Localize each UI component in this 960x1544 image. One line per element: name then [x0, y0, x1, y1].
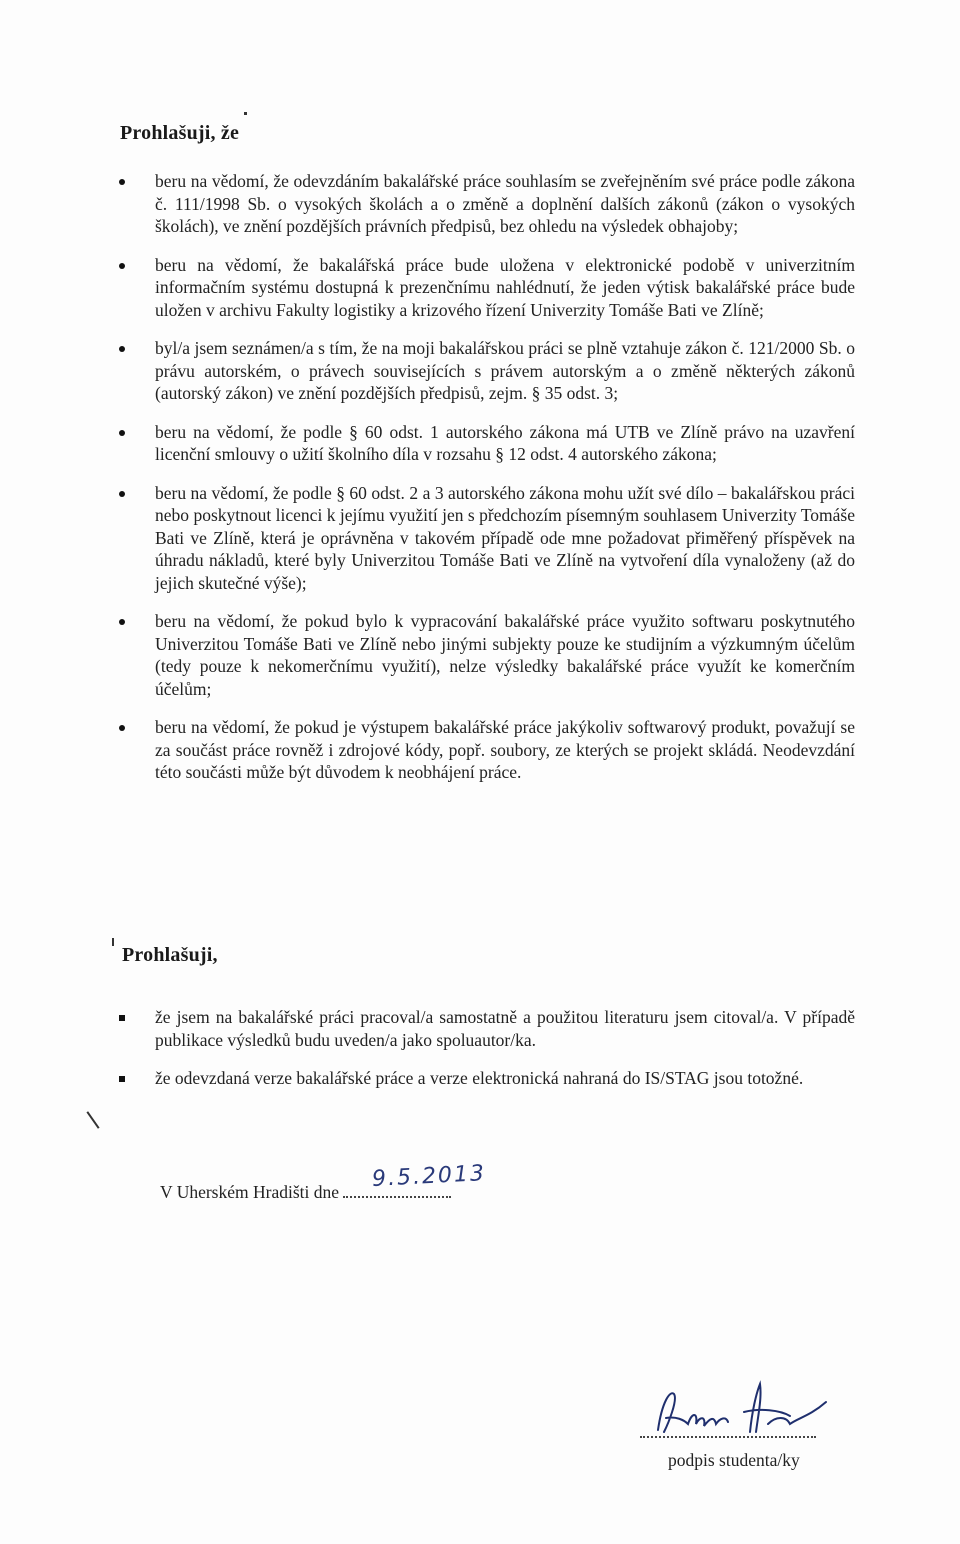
bullet-icon	[119, 491, 125, 497]
declaration-list-2	[155, 1006, 855, 1106]
signature-image	[640, 1372, 840, 1452]
scan-artifact	[244, 112, 247, 115]
bullet-icon	[119, 725, 125, 731]
bullet-icon	[119, 346, 125, 352]
bullet-icon	[119, 263, 125, 269]
list-item-text: beru na vědomí, že podle § 60 odst. 2 a 3 autorského zákona mohu užít své dílo – bakalářskou práci nebo poskytnout licenci k jejímu využití jen s předchozím písemným souhlasem Univerzity Tomáše Bati ve Zlíně, která je oprávněna v takovém případě ode mne požadovat přiměřený příspěvek na úhradu nákladů, které byly Univerzitou Tomáše Bati ve Zlíně na vytvoření díla vynaloženy (až do jejich skutečné výše);	[155, 482, 855, 593]
list-item-text: že odevzdaná verze bakalářské práce a verze elektronická nahraná do IS/STAG jsou totožné.	[155, 1068, 804, 1088]
declaration-heading-1: Prohlašuji, že	[120, 122, 240, 144]
list-item	[155, 254, 855, 322]
list-item	[155, 482, 855, 595]
list-item	[155, 421, 855, 466]
signature-label: podpis studenta/ky	[668, 1450, 800, 1470]
list-item-text: beru na vědomí, že bakalářská práce bude uložena v elektronické podobě v univerzitním informačním systému dostupná k prezenčnímu nahlédnutí, že jeden výtisk bakalářské práce bude uložen v archivu Fakulty logistiky a krizového řízení Univerzity Tomáše Bati ve Zlíně;	[155, 254, 855, 320]
declaration-heading-2: Prohlašuji,	[122, 944, 218, 966]
scan-artifact	[86, 1111, 99, 1129]
list-item-text: byl/a jsem seznámen/a s tím, že na moji bakalářskou práci se plně vztahuje zákon č. 121/2000 Sb. o právu autorském, o právech souvisejících s právem autorským a o změně některých zákonů (autorský zákon) ve znění pozdějších předpisů, zejm. § 35 odst. 3;	[155, 338, 855, 403]
list-item	[155, 1006, 855, 1051]
list-item-text: beru na vědomí, že pokud je výstupem bakalářské práce jakýkoliv softwarový produkt, považují se za součást práce rovněž i zdrojové kódy, popř. soubory, ze kterých se projekt skládá. Neodevzdání této součásti může být důvodem k neobhájení práce.	[155, 717, 855, 782]
list-item-text: beru na vědomí, že podle § 60 odst. 1 autorského zákona má UTB ve Zlíně právo na uzavření licenční smlouvy o užití školního díla v rozsahu § 12 odst. 4 autorského zákona;	[155, 421, 855, 464]
list-item	[155, 610, 855, 700]
list-item-text: beru na vědomí, že pokud bylo k vypracování bakalářské práce využito softwaru poskytnutého Univerzitou Tomáše Bati ve Zlíně nebo jinými subjekty pouze ke studijním a výzkumným účelům (tedy pouze k nekomerčnímu využití), nelze výsledky bakalářské práce využít ke komerčním účelům;	[155, 611, 855, 699]
bullet-icon	[119, 619, 125, 625]
signature-dotted-line	[640, 1436, 816, 1438]
handwritten-date: 9.5.2013	[371, 1161, 487, 1192]
list-item	[155, 716, 855, 784]
bullet-icon	[119, 430, 125, 436]
square-bullet-icon	[119, 1076, 125, 1082]
list-item	[155, 170, 855, 238]
list-item-text: že jsem na bakalářské práci pracoval/a samostatně a použitou literaturu jsem citoval/a. V případě publikace výsledků budu uveden/a jako spoluautor/ka.	[155, 1007, 855, 1050]
list-item	[155, 337, 855, 405]
list-item	[155, 1067, 855, 1090]
place-text: V Uherském Hradišti dne	[160, 1182, 340, 1202]
scan-artifact	[112, 938, 114, 946]
list-item-text: beru na vědomí, že odevzdáním bakalářské práce souhlasím se zveřejněním své práce podle zákona č. 111/1998 Sb. o vysokých školách a o změně a doplnění dalších zákonů (zákon o vysokých školách), ve znění pozdějších právních předpisů, bez ohledu na výsledek obhajoby;	[155, 171, 855, 236]
declaration-list-1	[155, 170, 855, 800]
bullet-icon	[119, 179, 125, 185]
square-bullet-icon	[119, 1015, 125, 1021]
